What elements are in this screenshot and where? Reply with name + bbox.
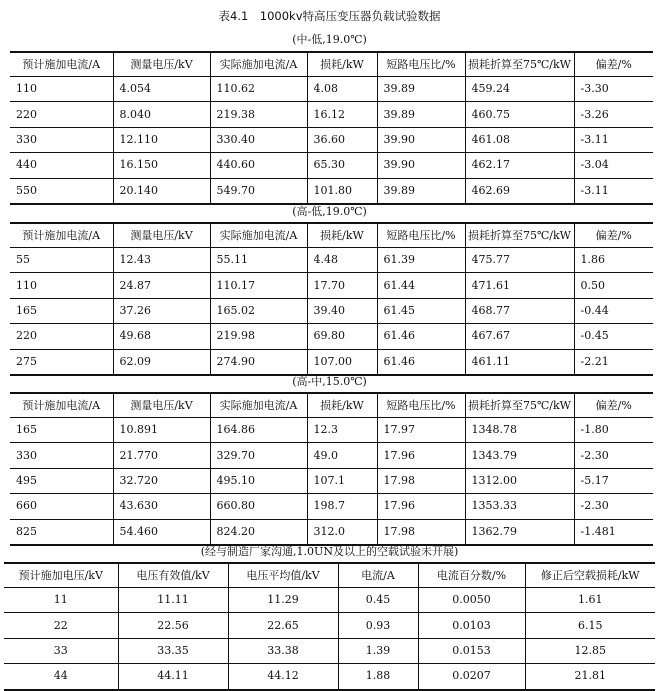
table-cell: 330 (16, 448, 37, 462)
table-cell: -3.26 (574, 102, 653, 127)
col-header: 电流百分数/% (418, 563, 525, 588)
table-cell: 22.56 (118, 613, 228, 638)
table-row (10, 494, 653, 519)
table-cell: 12.85 (525, 638, 655, 663)
col-header: 电流/A (338, 563, 418, 588)
col-header: 测量电压/kV (113, 52, 210, 77)
table-cell: 39.89 (377, 102, 465, 127)
table-cell: 1312.00 (465, 468, 574, 493)
table-cell: 0.0050 (418, 588, 525, 613)
table-row (4, 613, 655, 638)
col-header: 损耗折算至75℃/kW (465, 393, 574, 418)
col-header: 损耗/kW (307, 393, 377, 418)
header-row (4, 563, 655, 588)
table-cell: 219.98 (210, 324, 307, 349)
table-cell: 461.08 (465, 127, 574, 152)
table-cell: 33.35 (118, 638, 228, 663)
table-cell: 21.770 (113, 443, 210, 468)
table-cell: 462.69 (465, 178, 574, 204)
col-header: 修正后空载损耗/kW (525, 563, 655, 588)
table-cell: 101.80 (307, 178, 377, 204)
table-row (10, 127, 653, 152)
table-cell: -1.80 (574, 418, 653, 443)
table-cell: 549.70 (210, 178, 307, 204)
table-cell: -2.30 (574, 494, 653, 519)
table-cell: 39.90 (377, 127, 465, 152)
table-cell: 468.77 (465, 298, 574, 323)
table-cell: 39.90 (377, 153, 465, 178)
table-cell: 8.040 (113, 102, 210, 127)
table-cell: 61.45 (377, 298, 465, 323)
table-cell: 61.39 (377, 248, 465, 273)
table-cell: 10.891 (113, 418, 210, 443)
table-cell: 165 (16, 423, 37, 437)
header-row (10, 393, 653, 418)
table-cell: 660.80 (210, 494, 307, 519)
col-header: 电压有效值/kV (118, 563, 228, 588)
table-cell: 12.43 (113, 248, 210, 273)
col-header: 测量电压/kV (113, 393, 210, 418)
table-row (10, 178, 653, 204)
col-header: 短路电压比/% (377, 393, 465, 418)
load-test-table-high-mid (10, 392, 653, 546)
table-cell: 37.26 (113, 298, 210, 323)
table-cell: -0.45 (574, 324, 653, 349)
table-cell: 12.110 (113, 127, 210, 152)
col-header: 预计施加电流/A (22, 229, 101, 242)
table-row (10, 468, 653, 493)
table-cell: 17.97 (377, 418, 465, 443)
table-cell: 1.61 (525, 588, 655, 613)
section-subtitle-high-mid: (高-中,15.0℃) (292, 375, 367, 388)
table-cell: 0.93 (338, 613, 418, 638)
section-subtitle-mid-low: (中-低,19.0℃) (292, 33, 367, 46)
table-cell: 16.150 (113, 153, 210, 178)
table-title: 表4.1 1000kv特高压变压器负载试验数据 (218, 9, 441, 23)
table-cell: 0.0103 (418, 613, 525, 638)
table-cell: 4.48 (307, 248, 377, 273)
table-row (10, 418, 653, 443)
table-cell: 17.98 (377, 468, 465, 493)
table-cell: 11.29 (228, 588, 338, 613)
table-cell: 1.88 (338, 664, 418, 690)
table-cell: 55.11 (210, 248, 307, 273)
col-header: 预计施加电流/A (22, 58, 101, 71)
table-cell: -3.11 (574, 178, 653, 204)
table-cell: 165 (16, 303, 37, 317)
table-cell: 61.46 (377, 349, 465, 375)
table-cell: 825 (16, 524, 37, 538)
table-row (10, 153, 653, 178)
table-cell: 43.630 (113, 494, 210, 519)
col-header: 短路电压比/% (377, 52, 465, 77)
table-cell: -2.21 (574, 349, 653, 375)
table-cell: 475.77 (465, 248, 574, 273)
table-cell: 110.62 (210, 77, 307, 102)
table-cell: 107.1 (307, 468, 377, 493)
table-cell: 462.17 (465, 153, 574, 178)
table-cell: 44.12 (228, 664, 338, 690)
table-cell: 22 (53, 618, 68, 632)
noload-subtitle: (经与制造厂家沟通,1.0UN及以上的空载试验未开展) (200, 545, 459, 558)
col-header: 实际施加电流/A (210, 52, 307, 77)
table-row (4, 638, 655, 663)
table-cell: 1.39 (338, 638, 418, 663)
table-cell: 329.70 (210, 443, 307, 468)
table-cell: 49.0 (307, 443, 377, 468)
table-cell: 39.89 (377, 178, 465, 204)
table-cell: 219.38 (210, 102, 307, 127)
table-cell: 0.50 (574, 273, 653, 298)
noload-test-table (4, 562, 655, 691)
table-cell: 11.11 (118, 588, 228, 613)
table-cell: -2.30 (574, 443, 653, 468)
col-header: 电压平均值/kV (228, 563, 338, 588)
col-header: 偏差/% (574, 223, 653, 248)
table-cell: 11 (53, 593, 68, 607)
table-cell: 550 (16, 183, 37, 197)
table-cell: 312.0 (307, 519, 377, 545)
table-cell: 55 (16, 253, 30, 267)
table-cell: 65.30 (307, 153, 377, 178)
table-cell: 20.140 (113, 178, 210, 204)
col-header: 损耗/kW (307, 52, 377, 77)
table-cell: 459.24 (465, 77, 574, 102)
table-cell: 660 (16, 499, 37, 513)
table-cell: 54.460 (113, 519, 210, 545)
table-cell: 1353.33 (465, 494, 574, 519)
table-cell: 495.10 (210, 468, 307, 493)
table-row (10, 77, 653, 102)
table-cell: 12.3 (307, 418, 377, 443)
table-cell: 495 (16, 473, 37, 487)
table-row (10, 443, 653, 468)
col-header: 预计施加电流/A (22, 399, 101, 412)
col-header: 短路电压比/% (377, 223, 465, 248)
table-cell: 33 (53, 643, 68, 657)
table-cell: 440.60 (210, 153, 307, 178)
table-row (4, 588, 655, 613)
table-cell: -1.481 (574, 519, 653, 545)
table-cell: 1348.78 (465, 418, 574, 443)
table-cell: 165.02 (210, 298, 307, 323)
table-row (10, 324, 653, 349)
load-test-table-mid-low (10, 51, 653, 205)
table-row (10, 273, 653, 298)
table-row (10, 519, 653, 545)
table-row (4, 664, 655, 690)
section-subtitle-high-low: (高-低,19.0℃) (292, 205, 367, 218)
table-row (10, 349, 653, 375)
table-cell: 17.96 (377, 494, 465, 519)
table-cell: 461.11 (465, 349, 574, 375)
table-cell: 467.67 (465, 324, 574, 349)
table-cell: 274.90 (210, 349, 307, 375)
table-cell: 330 (16, 132, 37, 146)
table-cell: 471.61 (465, 273, 574, 298)
col-header: 实际施加电流/A (210, 223, 307, 248)
col-header: 偏差/% (574, 52, 653, 77)
table-cell: -0.44 (574, 298, 653, 323)
table-cell: -3.30 (574, 77, 653, 102)
load-test-table-high-low (10, 222, 653, 376)
table-cell: 330.40 (210, 127, 307, 152)
table-cell: -3.04 (574, 153, 653, 178)
table-cell: 69.80 (307, 324, 377, 349)
table-cell: 21.81 (525, 664, 655, 690)
table-cell: 220 (16, 107, 37, 121)
table-cell: 440 (16, 158, 37, 172)
table-cell: 824.20 (210, 519, 307, 545)
table-cell: -5.17 (574, 468, 653, 493)
table-cell: 44.11 (118, 664, 228, 690)
table-cell: 24.87 (113, 273, 210, 298)
col-header: 偏差/% (574, 393, 653, 418)
table-cell: 110.17 (210, 273, 307, 298)
table-cell: 17.70 (307, 273, 377, 298)
table-cell: 61.46 (377, 324, 465, 349)
col-header: 实际施加电流/A (210, 393, 307, 418)
table-cell: 164.86 (210, 418, 307, 443)
col-header: 损耗/kW (307, 223, 377, 248)
table-cell: -3.11 (574, 127, 653, 152)
table-cell: 44 (53, 669, 68, 683)
table-cell: 6.15 (525, 613, 655, 638)
col-header: 预计施加电压/kV (18, 569, 103, 582)
col-header: 测量电压/kV (113, 223, 210, 248)
table-cell: 110 (16, 278, 37, 292)
table-cell: 17.96 (377, 443, 465, 468)
table-cell: 33.38 (228, 638, 338, 663)
table-cell: 39.40 (307, 298, 377, 323)
table-cell: 4.08 (307, 77, 377, 102)
table-row (10, 298, 653, 323)
col-header: 损耗折算至75℃/kW (465, 52, 574, 77)
table-cell: 32.720 (113, 468, 210, 493)
col-header: 损耗折算至75℃/kW (465, 223, 574, 248)
table-cell: 1.86 (574, 248, 653, 273)
table-row (10, 102, 653, 127)
table-cell: 220 (16, 329, 37, 343)
table-cell: 49.68 (113, 324, 210, 349)
table-cell: 0.0207 (418, 664, 525, 690)
table-cell: 61.44 (377, 273, 465, 298)
header-row (10, 52, 653, 77)
table-cell: 1343.79 (465, 443, 574, 468)
table-cell: 110 (16, 82, 37, 96)
table-row (10, 248, 653, 273)
table-cell: 107.00 (307, 349, 377, 375)
table-cell: 0.45 (338, 588, 418, 613)
table-cell: 39.89 (377, 77, 465, 102)
table-cell: 0.0153 (418, 638, 525, 663)
table-cell: 198.7 (307, 494, 377, 519)
table-cell: 275 (16, 354, 37, 368)
table-cell: 1362.79 (465, 519, 574, 545)
table-cell: 22.65 (228, 613, 338, 638)
header-row (10, 223, 653, 248)
table-cell: 36.60 (307, 127, 377, 152)
table-cell: 4.054 (113, 77, 210, 102)
table-cell: 62.09 (113, 349, 210, 375)
table-cell: 17.98 (377, 519, 465, 545)
table-cell: 460.75 (465, 102, 574, 127)
table-cell: 16.12 (307, 102, 377, 127)
